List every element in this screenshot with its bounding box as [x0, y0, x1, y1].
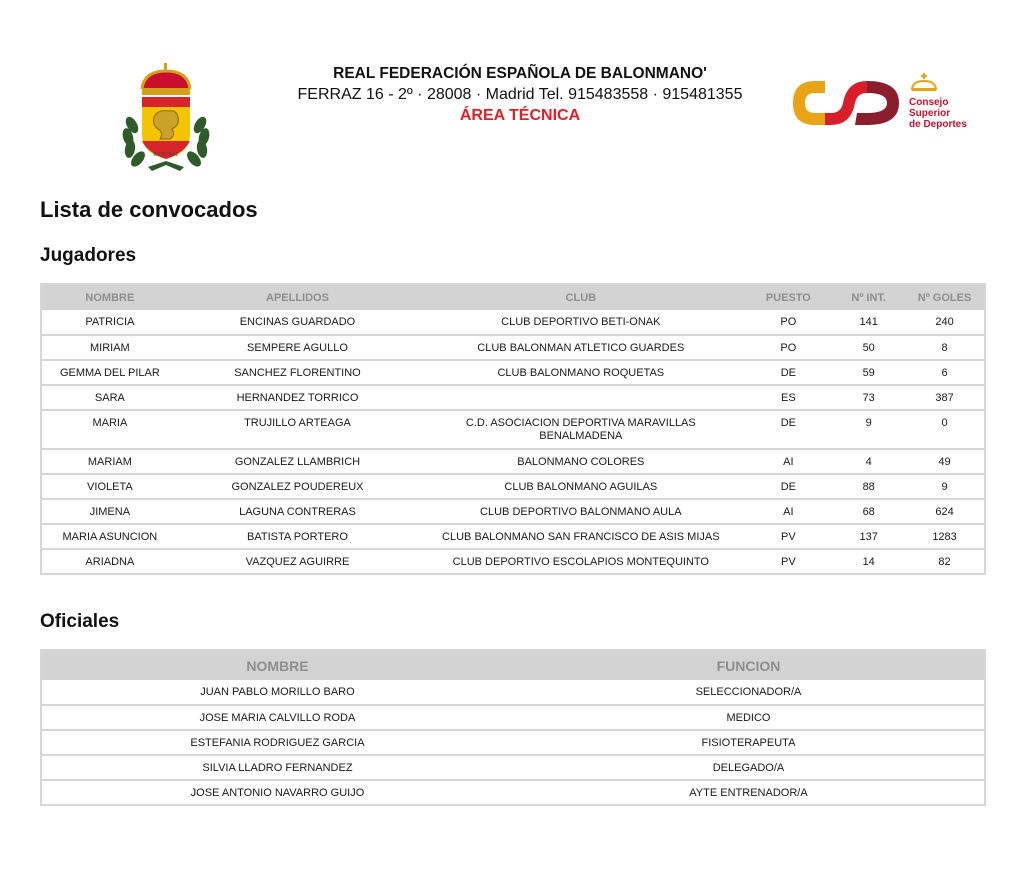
document-header: [0, 55, 1024, 180]
officials-section-title: Oficiales: [40, 611, 120, 632]
cell-nombre: ARIADNA: [85, 556, 135, 568]
table-row: [41, 524, 985, 549]
cell-puesto: AI: [744, 449, 832, 474]
cell-nombre: JOSE MARIA CALVILLO RODA: [41, 705, 513, 730]
column-header-funcion: FUNCION: [513, 650, 985, 680]
cell-club: CLUB BALONMANO SAN FRANCISCO DE ASIS MIJAS: [417, 524, 744, 549]
cell-club: CLUB BALONMANO ROQUETAS: [417, 360, 744, 385]
table-row: [41, 705, 985, 730]
cell-club: CLUB DEPORTIVO BETI-ONAK: [417, 310, 744, 335]
cell-goles: 240: [905, 310, 985, 335]
cell-nombre: SILVIA LLADRO FERNANDEZ: [41, 755, 513, 780]
cell-nombre: MARIA: [41, 410, 178, 449]
cell-puesto: PV: [744, 524, 832, 549]
cell-funcion: DELEGADO/A: [513, 755, 985, 780]
cell-internacionalidades: 137: [832, 524, 905, 549]
cell-nombre: PATRICIA: [41, 310, 178, 335]
cell-puesto: DE: [744, 360, 832, 385]
column-header-internacionalidades: Nº INT.: [832, 284, 905, 310]
cell-apellidos: TRUJILLO ARTEAGA: [178, 410, 417, 449]
cell-nombre: JOSE ANTONIO NAVARRO GUIJO: [190, 787, 365, 799]
cell-funcion: AYTE ENTRENADOR/A: [689, 787, 808, 799]
csd-text: [909, 97, 967, 130]
column-header-puesto: PUESTO: [744, 284, 832, 310]
column-header-nombre: NOMBRE: [41, 650, 513, 680]
cell-apellidos: ENCINAS GUARDADO: [178, 310, 417, 335]
csd-text-line: Consejo: [909, 97, 949, 108]
crest-text: R.F.E.BM.: [153, 152, 179, 158]
table-row: [41, 780, 985, 805]
cell-goles: 49: [905, 449, 985, 474]
cell-internacionalidades: 14: [862, 556, 875, 568]
table-row: [41, 385, 985, 410]
cell-goles: 0: [905, 410, 985, 449]
cell-goles: 8: [905, 335, 985, 360]
table-row: [41, 474, 985, 499]
cell-puesto: AI: [744, 499, 832, 524]
cell-puesto: PV: [781, 556, 796, 568]
cell-club: [417, 410, 744, 449]
table-row: [41, 499, 985, 524]
column-header-nombre: NOMBRE: [41, 284, 178, 310]
cell-goles: 387: [905, 385, 985, 410]
csd-text-line: Superior: [909, 108, 951, 119]
cell-puesto: DE: [744, 410, 832, 449]
table-row: [41, 310, 985, 335]
table-row: [41, 335, 985, 360]
cell-nombre: JUAN PABLO MORILLO BARO: [41, 680, 513, 705]
cell-nombre: MARIA ASUNCION: [41, 524, 178, 549]
cell-apellidos: HERNANDEZ TORRICO: [178, 385, 417, 410]
table-row: [41, 449, 985, 474]
cell-nombre: VIOLETA: [41, 474, 178, 499]
royal-crown-icon: [909, 73, 939, 95]
cell-internacionalidades: 9: [832, 410, 905, 449]
cell-internacionalidades: 73: [832, 385, 905, 410]
table-row: [41, 680, 985, 705]
cell-apellidos: LAGUNA CONTRERAS: [178, 499, 417, 524]
cell-goles: 9: [905, 474, 985, 499]
table-row: [41, 549, 985, 574]
cell-funcion: MEDICO: [513, 705, 985, 730]
cell-club: CLUB BALONMAN ATLETICO GUARDES: [417, 335, 744, 360]
players-table-header: [41, 284, 985, 310]
cell-apellidos: BATISTA PORTERO: [178, 524, 417, 549]
cell-puesto: DE: [744, 474, 832, 499]
cell-puesto: PO: [744, 310, 832, 335]
players-table: [40, 283, 986, 575]
cell-funcion: SELECCIONADOR/A: [513, 680, 985, 705]
table-row: [41, 755, 985, 780]
rfebm-crest-logo: [118, 63, 214, 175]
players-section-title: Jugadores: [40, 245, 137, 266]
cell-internacionalidades: 59: [832, 360, 905, 385]
csd-logo: [787, 73, 982, 135]
cell-nombre: GEMMA DEL PILAR: [41, 360, 178, 385]
cell-goles: 1283: [905, 524, 985, 549]
cell-club: BALONMANO COLORES: [417, 449, 744, 474]
organization-name: REAL FEDERACIÓN ESPAÑOLA DE BALONMANO': [333, 65, 707, 82]
cell-funcion: FISIOTERAPEUTA: [513, 730, 985, 755]
column-header-apellidos: APELLIDOS: [178, 284, 417, 310]
cell-nombre: MARIAM: [41, 449, 178, 474]
organization-info: [270, 64, 770, 126]
cell-goles: 624: [905, 499, 985, 524]
cell-puesto: ES: [744, 385, 832, 410]
cell-club-line: C.D. ASOCIACION DEPORTIVA MARAVILLAS: [465, 417, 696, 429]
table-row: [41, 410, 985, 449]
department-name: ÁREA TÉCNICA: [459, 107, 581, 124]
cell-nombre: MIRIAM: [41, 335, 178, 360]
cell-apellidos: SEMPERE AGULLO: [178, 335, 417, 360]
cell-internacionalidades: 68: [832, 499, 905, 524]
table-row: [41, 730, 985, 755]
cell-goles: 82: [938, 556, 951, 568]
officials-table-header: [41, 650, 985, 680]
officials-table: [40, 649, 986, 806]
column-header-club: CLUB: [417, 284, 744, 310]
cell-internacionalidades: 50: [832, 335, 905, 360]
cell-nombre: ESTEFANIA RODRIGUEZ GARCIA: [41, 730, 513, 755]
cell-apellidos: VAZQUEZ AGUIRRE: [245, 556, 350, 568]
cell-club-line: BENALMADENA: [539, 430, 623, 442]
document-title: Lista de convocados: [40, 197, 258, 222]
cell-internacionalidades: 4: [832, 449, 905, 474]
column-header-goles: Nº GOLES: [905, 284, 985, 310]
cell-apellidos: SANCHEZ FLORENTINO: [178, 360, 417, 385]
cell-puesto: PO: [744, 335, 832, 360]
cell-club: CLUB DEPORTIVO BALONMANO AULA: [417, 499, 744, 524]
table-row: [41, 360, 985, 385]
cell-internacionalidades: 88: [832, 474, 905, 499]
cell-goles: 6: [905, 360, 985, 385]
csd-text-line: de Deportes: [909, 119, 967, 130]
cell-club: CLUB BALONMANO AGUILAS: [417, 474, 744, 499]
cell-apellidos: GONZALEZ POUDEREUX: [178, 474, 417, 499]
cell-nombre: SARA: [41, 385, 178, 410]
cell-apellidos: GONZALEZ LLAMBRICH: [178, 449, 417, 474]
csd-symbol-icon: [787, 73, 907, 135]
organization-address: FERRAZ 16 - 2º · 28008 · Madrid Tel. 915483558 · 915481355: [297, 86, 743, 103]
cell-internacionalidades: 141: [832, 310, 905, 335]
cell-nombre: JIMENA: [41, 499, 178, 524]
cell-club: [417, 385, 744, 410]
cell-club: CLUB DEPORTIVO ESCOLAPIOS MONTEQUINTO: [452, 556, 709, 568]
